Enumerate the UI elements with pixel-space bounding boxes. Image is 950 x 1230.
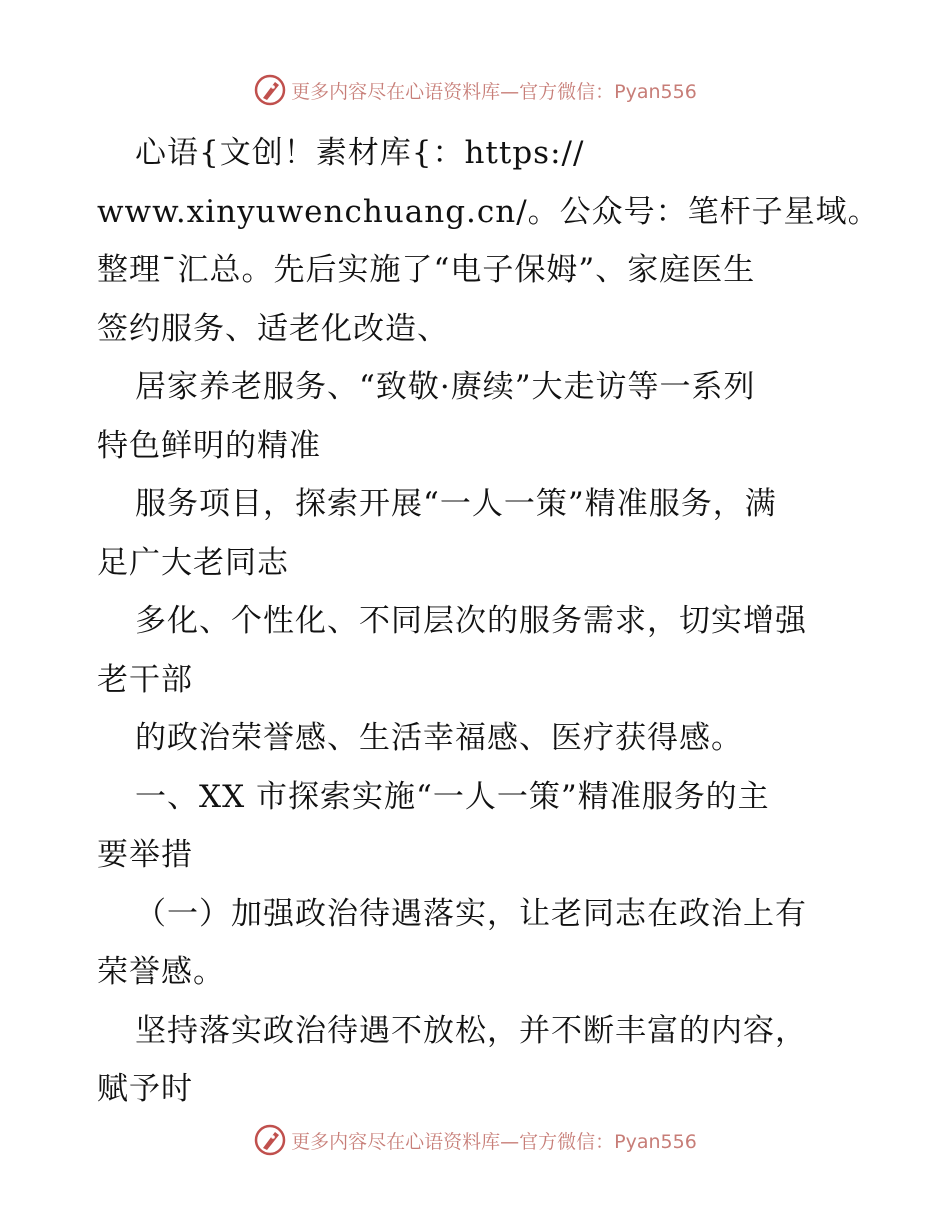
document-body: [97, 124, 880, 1119]
pen-nib-circle-icon: [253, 1123, 287, 1157]
footer-banner: [0, 1120, 950, 1160]
text-line: 赋予时: [97, 1071, 193, 1107]
subsection-heading-cont: 荣誉感。: [97, 954, 225, 990]
text-line: 坚持落实政治待遇不放松，并不断丰富的内容，: [135, 1012, 807, 1049]
text-line: 足广大老同志: [97, 544, 289, 581]
section-heading: 一、XX 市探索实施“一人一策”精准服务的主: [135, 778, 770, 815]
text-line: 居家养老服务、“致敬·赓续”大走访等一系列: [135, 369, 756, 405]
text-line: 心语{文创！素材库{：https://: [135, 135, 585, 171]
text-line: 老干部: [97, 661, 193, 698]
header-banner-text: 更多内容尽在心语资料库—官方微信：Pyan556: [291, 80, 697, 103]
text-line: 服务项目，探索开展“一人一策”精准服务，满: [135, 486, 777, 522]
text-line: 签约服务、适老化改造、: [97, 310, 449, 347]
section-heading-cont: 要举措: [97, 837, 193, 873]
text-line: 的政治荣誉感、生活幸福感、医疗获得感。: [135, 720, 743, 756]
text-line: 整理¯汇总。先后实施了“电子保姆”、家庭医生: [97, 252, 756, 288]
subsection-heading: （一）加强政治待遇落实，让老同志在政治上有: [135, 895, 807, 932]
text-line: www.xinyuwenchuang.cn/。公众号：笔杆子星域。: [97, 193, 880, 230]
footer-banner-text: 更多内容尽在心语资料库—官方微信：Pyan556: [291, 1130, 697, 1153]
text-line: 多化、个性化、不同层次的服务需求，切实增强: [135, 603, 807, 639]
text-line: 特色鲜明的精准: [97, 427, 321, 464]
pen-nib-circle-icon: [253, 73, 287, 107]
header-banner: [0, 70, 950, 110]
